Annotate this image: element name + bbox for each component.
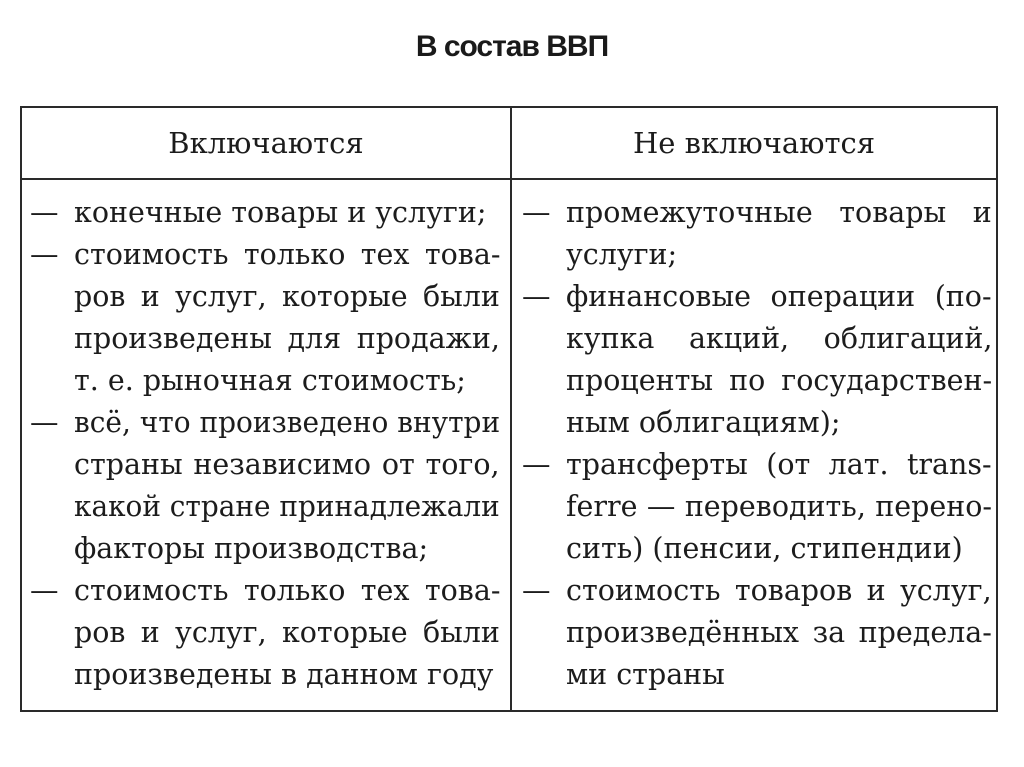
excluded-text: ным облигациям); — [566, 406, 841, 439]
excluded-text: промежуточные товары и — [566, 196, 992, 229]
included-line — [30, 402, 500, 444]
included-line — [30, 486, 500, 528]
excluded-text: стоимость товаров и услуг, — [566, 574, 992, 607]
included-line — [30, 612, 500, 654]
included-text: стоимость только тех това- — [74, 574, 501, 607]
included-text: какой стране принадлежали — [74, 490, 500, 523]
excluded-line — [522, 234, 992, 276]
included-text: факторы производства; — [74, 532, 429, 565]
excluded-text: финансовые операции (по- — [566, 280, 992, 313]
dash-bullet: — — [30, 574, 59, 607]
dash-bullet: — — [30, 196, 59, 229]
excluded-line — [522, 444, 992, 486]
included-line — [30, 192, 500, 234]
excluded-line — [522, 612, 992, 654]
included-line — [30, 528, 500, 570]
excluded-text: услуги; — [566, 238, 678, 271]
header-included: Включаются — [168, 126, 364, 160]
included-line — [30, 276, 500, 318]
included-column — [30, 192, 500, 696]
excluded-text: ferre — переводить, перено- — [566, 490, 993, 523]
included-line — [30, 570, 500, 612]
excluded-line — [522, 402, 992, 444]
included-text: ров и услуг, которые были — [74, 280, 500, 313]
excluded-column — [522, 192, 992, 696]
included-text: всё, что произведено внутри — [74, 406, 501, 439]
included-line — [30, 234, 500, 276]
included-line — [30, 360, 500, 402]
included-line — [30, 654, 500, 696]
dash-bullet: — — [30, 406, 59, 439]
included-text: т. е. рыночная стоимость; — [74, 364, 466, 397]
included-text: стоимость только тех това- — [74, 238, 501, 271]
excluded-line — [522, 192, 992, 234]
excluded-line — [522, 486, 992, 528]
included-text: произведены для продажи, — [74, 322, 500, 355]
dash-bullet: — — [30, 238, 59, 271]
column-divider — [510, 108, 512, 710]
included-line — [30, 318, 500, 360]
excluded-text: купка акций, облигаций, — [566, 322, 993, 355]
excluded-line — [522, 528, 992, 570]
excluded-line — [522, 654, 992, 696]
included-text: произведены в данном году — [74, 658, 494, 691]
excluded-text: сить) (пенсии, стипендии) — [566, 532, 963, 565]
dash-bullet: — — [522, 280, 551, 313]
excluded-text: проценты по государствен- — [566, 364, 993, 397]
excluded-text: ми страны — [566, 658, 725, 691]
dash-bullet: — — [522, 574, 551, 607]
excluded-line — [522, 318, 992, 360]
included-line — [30, 444, 500, 486]
dash-bullet: — — [522, 448, 551, 481]
dash-bullet: — — [522, 196, 551, 229]
header-divider — [22, 178, 996, 180]
excluded-line — [522, 276, 992, 318]
page-title: В состав ВВП — [415, 30, 609, 63]
header-excluded: Не включаются — [632, 126, 876, 160]
excluded-text: произведённых за предела- — [566, 616, 992, 649]
excluded-text: трансферты (от лат. trans- — [566, 448, 992, 481]
excluded-line — [522, 360, 992, 402]
included-text: конечные товары и услуги; — [74, 196, 487, 229]
gdp-table — [20, 106, 998, 712]
included-text: страны независимо от того, — [74, 448, 500, 481]
excluded-line — [522, 570, 992, 612]
included-text: ров и услуг, которые были — [74, 616, 500, 649]
